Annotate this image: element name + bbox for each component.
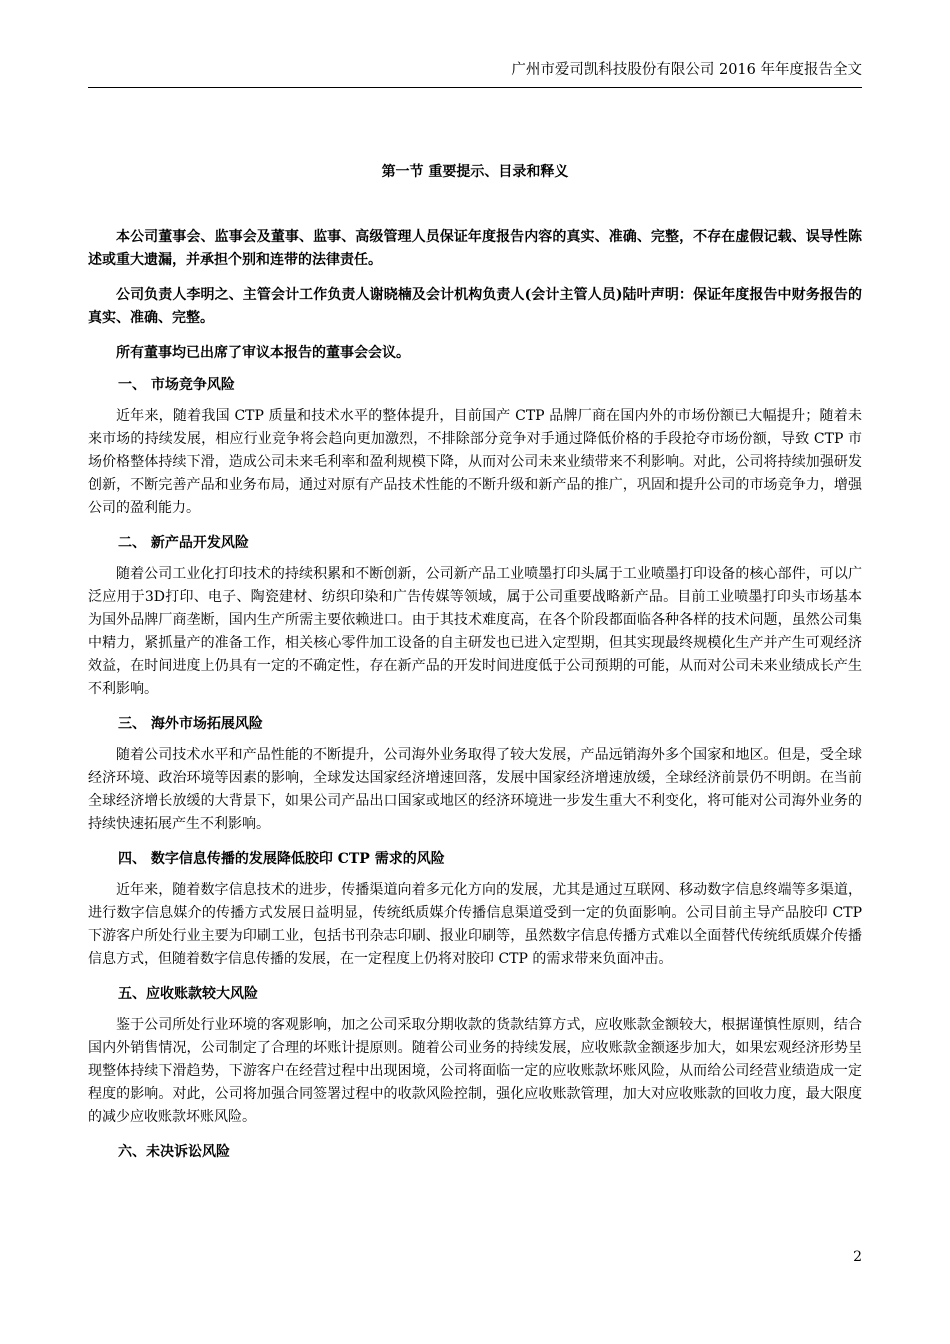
risk-heading-market-competition: 一、 市场竞争风险 [118, 377, 235, 393]
risk-body-digital-media: 近年来，随着数字信息技术的进步，传播渠道向着多元化方向的发展，尤其是通过互联网、移动数字信息终端等多渠道，进行数字信息媒介的传播方式发展日益明显，传统纸质媒介传播信息渠道受到一定的负面影响。公司目前主导产品胶印 CTP 下游客户所处行业主要为印刷工业，包括书刊杂志印刷、报业印刷等，虽然数字信息传播方式难以全面替代传统纸质媒介传播信息方式，但随着数字信息传播的发展，在一定程度上仍将对胶印 CTP 的需求带来负面冲击。 [88, 882, 862, 967]
risk-body-market-competition: 近年来，随着我国 CTP 质量和技术水平的整体提升，目前国产 CTP 品牌厂商在国内外的市场份额已大幅提升；随着未来市场的持续发展，相应行业竞争将会趋向更加激烈，不排除部分竞争对手通过降低价格的手段抢夺市场份额，导致 CTP 市场价格整体持续下滑，造成公司未来毛利率和盈利规模下降，从而对公司未来业绩带来不利影响。对此，公司将持续加强研发创新，不断完善产品和业务布局，通过对原有产品技术性能的不断升级和新产品的推广，巩固和提升公司的市场竞争力，增强公司的盈利能力。 [88, 408, 862, 516]
notice-financial-statement: 公司负责人李明之、主管会计工作负责人谢晓楠及会计机构负责人(会计主管人员)陆叶声明：保证年度报告中财务报告的真实、准确、完整。 [88, 287, 862, 326]
page-number: 2 [853, 1249, 862, 1265]
risk-body-overseas-market: 随着公司技术水平和产品性能的不断提升，公司海外业务取得了较大发展，产品远销海外多个国家和地区。但是，受全球经济环境、政治环境等因素的影响，全球发达国家经济增速回落，发展中国家经济增速放缓，全球经济前景仍不明朗。在当前全球经济增长放缓的大背景下，如果公司产品出口国家或地区的经济环境进一步发生重大不利变化，将可能对公司海外业务的持续快速拓展产生不利影响。 [88, 747, 862, 832]
main-content [88, 226, 862, 1163]
notice-responsibility: 本公司董事会、监事会及董事、监事、高级管理人员保证年度报告内容的真实、准确、完整，不存在虚假记载、误导性陈述或重大遗漏，并承担个别和连带的法律责任。 [88, 229, 862, 268]
risk-heading-digital-media: 四、 数字信息传播的发展降低胶印 CTP 需求的风险 [118, 851, 445, 867]
risk-heading-new-product: 二、 新产品开发风险 [118, 535, 249, 551]
notice-board-attendance: 所有董事均已出席了审议本报告的董事会会议。 [116, 345, 410, 361]
risk-body-new-product: 随着公司工业化打印技术的持续积累和不断创新，公司新产品工业喷墨打印头属于工业喷墨打印设备的核心部件，可以广泛应用于3D打印、电子、陶瓷建材、纺织印染和广告传媒等领域，属于公司重要战略新产品。目前工业喷墨打印头市场基本为国外品牌厂商垄断，国内生产所需主要依赖进口。由于其技术难度高，在各个阶段都面临各种各样的技术问题，虽然公司集中精力，紧抓量产的准备工作，相关核心零件加工设备的自主研发也已进入定型期，但其实现最终规模化生产并产生可观经济效益，在时间进度上仍具有一定的不确定性，存在新产品的开发时间进度低于公司预期的可能，从而对公司未来业绩成长产生不利影响。 [88, 566, 862, 697]
header-rule [88, 87, 862, 88]
risk-heading-litigation: 六、未决诉讼风险 [118, 1144, 230, 1160]
risk-heading-overseas-market: 三、 海外市场拓展风险 [118, 716, 263, 732]
risk-heading-receivables: 五、应收账款较大风险 [118, 986, 258, 1002]
risk-body-receivables: 鉴于公司所处行业环境的客观影响，加之公司采取分期收款的货款结算方式，应收账款金额较大，根据谨慎性原则，结合国内外销售情况，公司制定了合理的坏账计提原则。随着公司业务的持续发展，应收账款金额逐步加大，如果宏观经济形势呈现整体持续下滑趋势，下游客户在经营过程中出现困境，公司将面临一定的应收账款坏账风险，从而给公司经营业绩造成一定程度的影响。对此，公司将加强合同签署过程中的收款风险控制，强化应收账款管理，加大对应收账款的回收力度，最大限度的减少应收账款坏账风险。 [88, 1017, 862, 1125]
section-title: 第一节 重要提示、目录和释义 [381, 164, 569, 180]
page-header: 广州市爱司凯科技股份有限公司 2016 年年度报告全文 [511, 62, 862, 78]
